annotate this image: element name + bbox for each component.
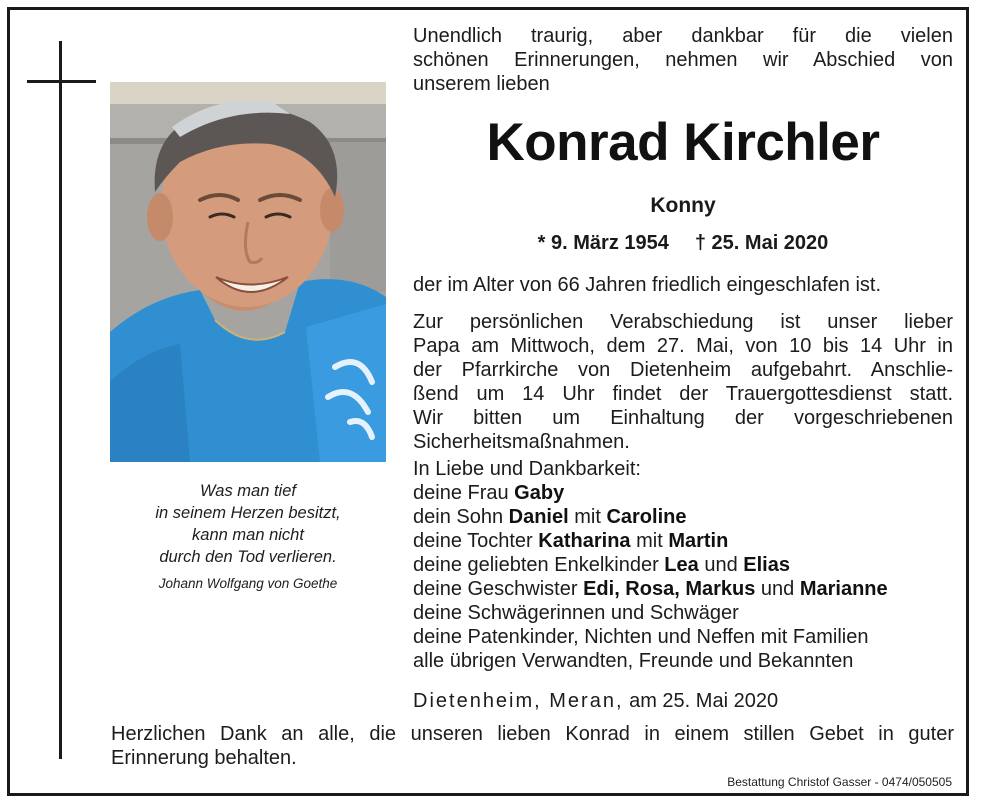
quote-line: kann man nicht: [192, 526, 304, 544]
family-line: alle übrigen Verwandten, Freunde und Bekannten: [413, 650, 854, 672]
place-name: Dietenheim, Meran,: [413, 690, 624, 712]
intro-line: unserem lieben: [413, 73, 550, 95]
deceased-name: Konrad Kirchler: [486, 113, 880, 172]
quote-line: Was man tief: [200, 482, 296, 500]
thanks-text: [111, 722, 954, 770]
family-line: [413, 577, 958, 601]
portrait-photo: [110, 82, 386, 462]
relative-name: Gaby: [514, 482, 565, 504]
cross-icon-vertical: [59, 41, 62, 759]
relative-name: Edi, Rosa, Markus: [583, 578, 756, 600]
relation-text: dein Sohn: [413, 506, 509, 528]
relation-text: deine Geschwister: [413, 578, 584, 600]
family-line: deine Schwägerinnen und Schwäger: [413, 602, 739, 624]
farewell-line: Papa am Mittwoch, dem 27. Mai, von 10 bis 14 Uhr in: [413, 335, 953, 357]
quote-line: durch den Tod verlieren.: [159, 548, 337, 566]
nickname: Konny: [650, 194, 716, 217]
connector-text: mit: [568, 506, 607, 528]
thanks-line: Herzlichen Dank an alle, die unseren lieben Konrad in einem stillen Gebet in guter: [111, 723, 954, 745]
family-line: [413, 553, 958, 577]
relative-name: Marianne: [799, 578, 888, 600]
relative-name: Elias: [743, 554, 790, 576]
farewell-line: Wir bitten um Einhaltung der vorgeschriebenen: [413, 407, 953, 429]
relation-text: deine geliebten Enkelkinder: [413, 554, 665, 576]
intro-line: Unendlich traurig, aber dankbar für die vielen: [413, 25, 953, 47]
family-list: [413, 457, 958, 673]
connector-text: und: [698, 554, 744, 576]
family-heading: In Liebe und Dankbarkeit:: [413, 458, 641, 480]
farewell-line: Zur persönlichen Verabschiedung ist unser lieber: [413, 311, 953, 333]
birth-date: * 9. März 1954: [537, 232, 669, 254]
age-line: der im Alter von 66 Jahren friedlich eingeschlafen ist.: [413, 274, 882, 296]
relation-text: deine Tochter: [413, 530, 539, 552]
relative-name: Daniel: [508, 506, 569, 528]
place-date: [413, 689, 953, 713]
farewell-line: ßend um 14 Uhr findet der Trauergottesdienst statt.: [413, 383, 953, 405]
intro-text: [413, 24, 953, 96]
relative-name: Katharina: [538, 530, 631, 552]
undertaker-credit: Bestattung Christof Gasser - 0474/050505: [727, 775, 952, 789]
family-line: [413, 481, 958, 505]
connector-text: und: [755, 578, 800, 600]
quote-author: Johann Wolfgang von Goethe: [158, 576, 338, 591]
farewell-line: Sicherheitsmaßnahmen.: [413, 431, 630, 453]
family-line: deine Patenkinder, Nichten und Neffen mit Familien: [413, 626, 869, 648]
relative-name: Caroline: [606, 506, 687, 528]
quote-line: in seinem Herzen besitzt,: [155, 504, 341, 522]
farewell-text: [413, 310, 953, 454]
relation-text: deine Frau: [413, 482, 515, 504]
family-line: [413, 505, 958, 529]
relative-name: Martin: [668, 530, 729, 552]
goethe-quote: [112, 480, 384, 594]
thanks-line: Erinnerung behalten.: [111, 747, 297, 769]
connector-text: mit: [630, 530, 669, 552]
cross-icon-horizontal: [27, 80, 96, 83]
farewell-line: der Pfarrkirche von Dietenheim aufgebahrt. Anschlie-: [413, 359, 953, 381]
life-dates: [413, 229, 953, 257]
relative-name: Lea: [664, 554, 699, 576]
notice-date: am 25. Mai 2020: [623, 690, 779, 712]
family-line: [413, 529, 958, 553]
intro-line: schönen Erinnerungen, nehmen wir Abschied von: [413, 49, 953, 71]
death-date: † 25. Mai 2020: [694, 232, 829, 254]
